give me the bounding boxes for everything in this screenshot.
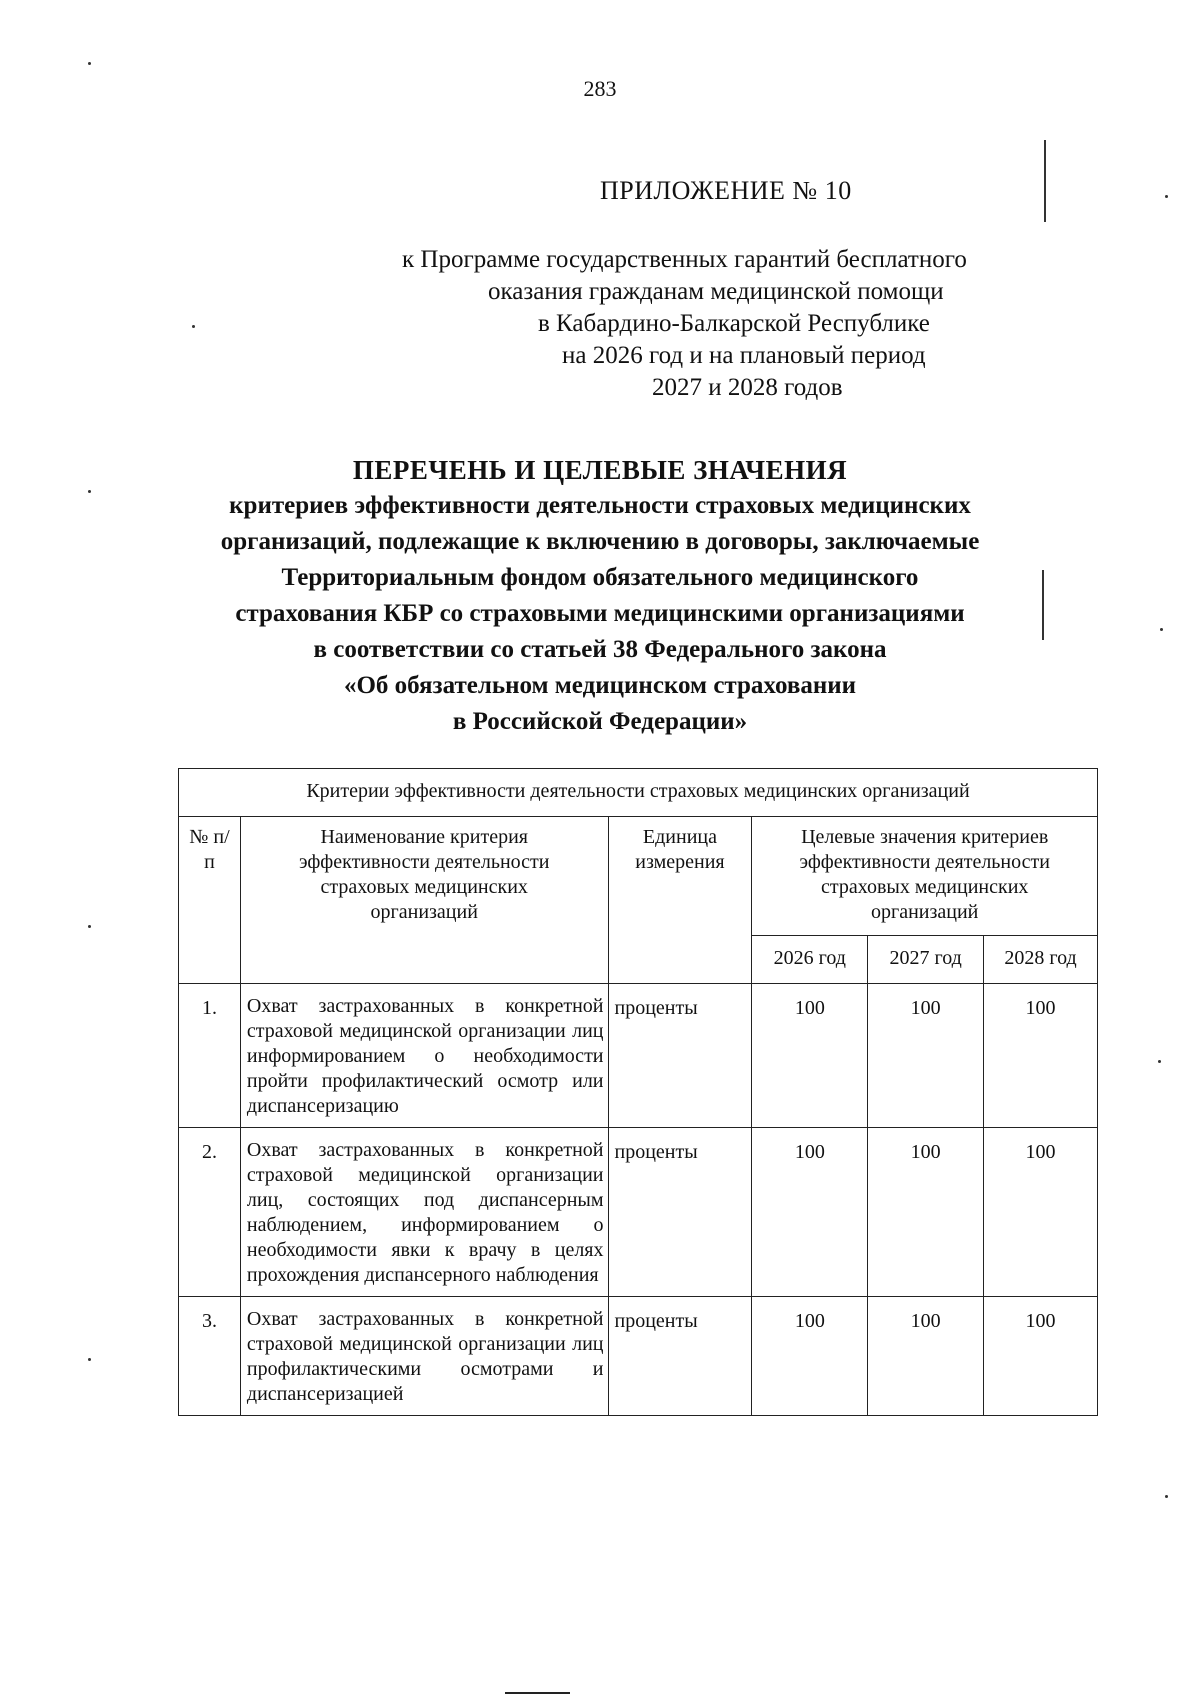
- header-unit: Единица измерения: [608, 817, 752, 984]
- appendix-subtitle-line: к Программе государственных гарантий бесплатного: [402, 246, 967, 273]
- row-value-2027: 100: [868, 1297, 984, 1416]
- table-row: [179, 1297, 1098, 1416]
- scan-margin-line: [1044, 140, 1046, 222]
- page-number: 283: [583, 76, 617, 101]
- heading-line: в Российской Федерации»: [452, 708, 748, 735]
- row-value-2028: 100: [984, 1297, 1098, 1416]
- row-value-2028: 100: [984, 984, 1098, 1128]
- scan-dot: [1160, 628, 1163, 631]
- scan-dot: [88, 925, 91, 928]
- header-num: № п/п: [179, 817, 241, 984]
- scan-dot: [1158, 1060, 1161, 1063]
- header-name: Наименование критерия эффективности деятельности страховых медицинских организаций: [240, 817, 608, 984]
- appendix-subtitle-line: на 2026 год и на плановый период: [562, 342, 926, 369]
- heading-line: в соответствии со статьей 38 Федерального закона: [313, 636, 887, 663]
- appendix-subtitle-line: оказания гражданам медицинской помощи: [488, 278, 944, 305]
- scan-dot: [192, 325, 195, 328]
- row-unit: проценты: [608, 1128, 752, 1297]
- scan-smudge: [505, 1692, 570, 1694]
- table-row: [179, 1128, 1098, 1297]
- row-criterion-name: Охват застрахованных в конкретной страховой медицинской организации лиц информированием о необходимости пройти профилактический осмотр или диспансеризацию: [240, 984, 608, 1128]
- scan-margin-line: [1042, 570, 1044, 640]
- heading-line: «Об обязательном медицинском страховании: [343, 672, 857, 699]
- criteria-table: [178, 768, 1098, 1416]
- row-value-2026: 100: [752, 1297, 868, 1416]
- header-year: 2026 год: [752, 936, 868, 984]
- appendix-subtitle: [380, 244, 1080, 404]
- row-number: 1.: [179, 984, 241, 1128]
- appendix-subtitle-line: в Кабардино-Балкарской Республике: [538, 310, 930, 337]
- row-value-2028: 100: [984, 1128, 1098, 1297]
- row-value-2027: 100: [868, 1128, 984, 1297]
- header-year: 2027 год: [868, 936, 984, 984]
- scan-dot: [88, 490, 91, 493]
- row-value-2027: 100: [868, 984, 984, 1128]
- table-row: [179, 984, 1098, 1128]
- header-targets: Целевые значения критериев эффективности деятельности страховых медицинских организаций: [752, 817, 1098, 936]
- scan-dot: [1165, 195, 1168, 198]
- row-unit: проценты: [608, 984, 752, 1128]
- document-heading: [150, 452, 1050, 740]
- row-value-2026: 100: [752, 984, 868, 1128]
- scan-dot: [88, 1358, 91, 1361]
- scan-dot: [1165, 1495, 1168, 1498]
- heading-line: критериев эффективности деятельности страховых медицинских: [229, 492, 971, 519]
- heading-line: Территориальным фондом обязательного медицинского: [281, 564, 919, 591]
- row-value-2026: 100: [752, 1128, 868, 1297]
- appendix-subtitle-line: 2027 и 2028 годов: [652, 374, 843, 401]
- row-unit: проценты: [608, 1297, 752, 1416]
- header-year: 2028 год: [984, 936, 1098, 984]
- appendix-title: ПРИЛОЖЕНИЕ № 10: [600, 176, 852, 205]
- heading-line: страхования КБР со страховыми медицинскими организациями: [235, 600, 965, 627]
- row-criterion-name: Охват застрахованных в конкретной страховой медицинской организации лиц, состоящих под диспансерным наблюдением, информированием о необходимости явки к врачу в целях прохождения диспансерного наблюдения: [240, 1128, 608, 1297]
- row-number: 3.: [179, 1297, 241, 1416]
- row-criterion-name: Охват застрахованных в конкретной страховой медицинской организации лиц профилактическими осмотрами и диспансеризацией: [240, 1297, 608, 1416]
- table-header-row: [179, 817, 1098, 936]
- row-number: 2.: [179, 1128, 241, 1297]
- scan-dot: [88, 62, 91, 65]
- table-caption-row: [179, 769, 1098, 817]
- heading-line: организаций, подлежащие к включению в договоры, заключаемые: [220, 528, 980, 555]
- heading-main: ПЕРЕЧЕНЬ И ЦЕЛЕВЫЕ ЗНАЧЕНИЯ: [352, 455, 848, 485]
- table-caption: Критерии эффективности деятельности страховых медицинских организаций: [179, 769, 1098, 817]
